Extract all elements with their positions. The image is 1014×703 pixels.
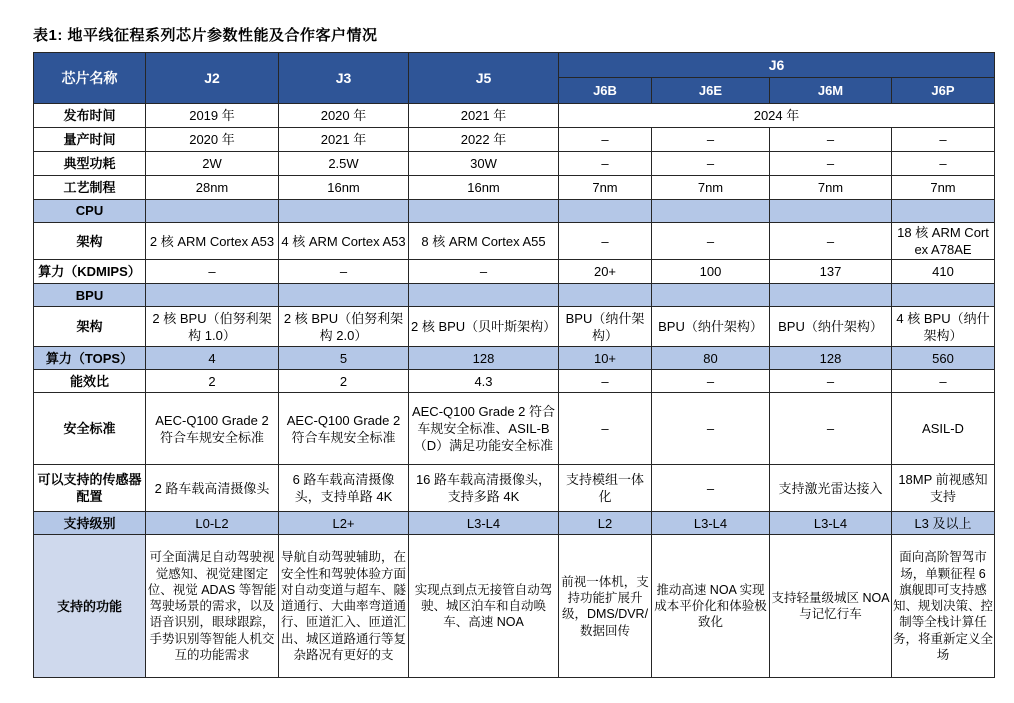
table-row <box>34 465 995 512</box>
column-header-J6E: J6E <box>652 78 770 104</box>
table-cell <box>559 284 652 307</box>
table-cell: 10+ <box>559 347 652 370</box>
table-cell <box>652 284 770 307</box>
table-cell: 2 核 ARM Cortex A53 <box>146 223 279 260</box>
table-cell <box>652 200 770 223</box>
table-cell: – <box>770 393 892 465</box>
table-cell: – <box>559 393 652 465</box>
row-label: 工艺制程 <box>34 176 146 200</box>
table-cell: 30W <box>409 152 559 176</box>
table-cell: 6 路车载高清摄像头，支持单路 4K <box>279 465 409 512</box>
table-cell: 2019 年 <box>146 104 279 128</box>
table-cell: 28nm <box>146 176 279 200</box>
table-cell: – <box>409 260 559 284</box>
table-row <box>34 393 995 465</box>
table-cell <box>409 200 559 223</box>
row-label: 算力（KDMIPS） <box>34 260 146 284</box>
column-header-chip-name: 芯片名称 <box>34 53 146 104</box>
table-row <box>34 535 995 678</box>
table-cell: 16nm <box>409 176 559 200</box>
table-cell: – <box>652 223 770 260</box>
column-header-J5: J5 <box>409 53 559 104</box>
table-cell: 2 核 BPU（伯努利架构 2.0） <box>279 307 409 347</box>
table-cell: – <box>279 260 409 284</box>
table-cell: – <box>652 465 770 512</box>
table-cell: 4 核 ARM Cortex A53 <box>279 223 409 260</box>
row-label: 典型功耗 <box>34 152 146 176</box>
table-cell: – <box>770 128 892 152</box>
table-cell: 2020 年 <box>279 104 409 128</box>
table-cell <box>409 284 559 307</box>
table-cell: 推动高速 NOA 实现成本平价化和体验极致化 <box>652 535 770 678</box>
table-cell <box>892 284 995 307</box>
table-cell: – <box>652 393 770 465</box>
table-cell: BPU（纳什架构） <box>559 307 652 347</box>
table-cell: 2 <box>279 370 409 393</box>
table-row <box>34 284 995 307</box>
table-cell: – <box>559 128 652 152</box>
row-label: 架构 <box>34 307 146 347</box>
table-cell: 2 <box>146 370 279 393</box>
table-cell: 128 <box>770 347 892 370</box>
row-label: 算力（TOPS） <box>34 347 146 370</box>
table-cell: – <box>892 152 995 176</box>
table-cell: – <box>652 370 770 393</box>
table-cell: 4 <box>146 347 279 370</box>
row-label: 安全标准 <box>34 393 146 465</box>
table-cell: BPU（纳什架构） <box>652 307 770 347</box>
table-cell: ASIL-D <box>892 393 995 465</box>
table-row <box>34 307 995 347</box>
table-title: 表1: 地平线征程系列芯片参数性能及合作客户情况 <box>33 27 378 44</box>
table-cell <box>146 284 279 307</box>
table-cell: – <box>770 152 892 176</box>
row-label: 能效比 <box>34 370 146 393</box>
column-header-J6P: J6P <box>892 78 995 104</box>
table-cell: 560 <box>892 347 995 370</box>
column-header-J3: J3 <box>279 53 409 104</box>
table-row <box>34 347 995 370</box>
table-cell: – <box>892 128 995 152</box>
table-cell: 8 核 ARM Cortex A55 <box>409 223 559 260</box>
table-cell: 2024 年 <box>559 104 995 128</box>
table-cell: L3-L4 <box>770 512 892 535</box>
table-cell: 2 核 BPU（伯努利架构 1.0） <box>146 307 279 347</box>
row-label: BPU <box>34 284 146 307</box>
table-cell: 100 <box>652 260 770 284</box>
table-cell <box>279 200 409 223</box>
table-cell: – <box>652 128 770 152</box>
table-cell <box>892 200 995 223</box>
table-cell: L2+ <box>279 512 409 535</box>
table-cell: 2 路车载高清摄像头 <box>146 465 279 512</box>
column-header-J6M: J6M <box>770 78 892 104</box>
table-cell: 16 路车载高清摄像头，支持多路 4K <box>409 465 559 512</box>
table-cell: 18 核 ARM Cortex A78AE <box>892 223 995 260</box>
table-row <box>34 370 995 393</box>
table-row <box>34 512 995 535</box>
table-cell <box>770 200 892 223</box>
table-cell: – <box>892 370 995 393</box>
table-cell: 2 核 BPU（贝叶斯架构） <box>409 307 559 347</box>
table-cell: 支持模组一体化 <box>559 465 652 512</box>
table-row <box>34 104 995 128</box>
table-cell: – <box>652 152 770 176</box>
table-cell: 128 <box>409 347 559 370</box>
table-cell: 7nm <box>892 176 995 200</box>
table-cell: AEC-Q100 Grade 2 符合车规安全标准 <box>279 393 409 465</box>
table-cell: 导航自动驾驶辅助，在安全性和驾驶体验方面对自动变道与超车、隧道通行、大曲率弯道通行、匝道汇入、匝道汇出、城区道路通行等复杂路况有更好的支 <box>279 535 409 678</box>
row-label: 支持的功能 <box>34 535 146 678</box>
table-row <box>34 152 995 176</box>
table-row <box>34 223 995 260</box>
table-cell: – <box>770 223 892 260</box>
table-cell: 可全面满足自动驾驶视觉感知、视觉建图定位、视觉 ADAS 等智能驾驶场景的需求，以及语音识别，眼球跟踪，手势识别等智能人机交互的功能需求 <box>146 535 279 678</box>
table-cell: 7nm <box>770 176 892 200</box>
table-cell: L0-L2 <box>146 512 279 535</box>
table-cell: 2.5W <box>279 152 409 176</box>
table-cell: 5 <box>279 347 409 370</box>
table-cell: L3-L4 <box>652 512 770 535</box>
table-cell: AEC-Q100 Grade 2 符合车规安全标准 <box>146 393 279 465</box>
table-cell: L3 及以上 <box>892 512 995 535</box>
table-cell <box>559 200 652 223</box>
table-cell: BPU（纳什架构） <box>770 307 892 347</box>
table-cell: – <box>559 370 652 393</box>
table-cell: L3-L4 <box>409 512 559 535</box>
table-cell: 2020 年 <box>146 128 279 152</box>
table-cell: 137 <box>770 260 892 284</box>
table-cell: 2021 年 <box>409 104 559 128</box>
table-cell: 410 <box>892 260 995 284</box>
table-cell: 支持激光雷达接入 <box>770 465 892 512</box>
row-label: 发布时间 <box>34 104 146 128</box>
table-cell: AEC-Q100 Grade 2 符合车规安全标准、ASIL-B（D）满足功能安全标准 <box>409 393 559 465</box>
row-label: 可以支持的传感器配置 <box>34 465 146 512</box>
table-cell: L2 <box>559 512 652 535</box>
table-cell <box>770 284 892 307</box>
table-cell: – <box>559 223 652 260</box>
row-label: 支持级别 <box>34 512 146 535</box>
table-cell: 18MP 前视感知支持 <box>892 465 995 512</box>
table-cell: 4.3 <box>409 370 559 393</box>
table-cell: 7nm <box>652 176 770 200</box>
column-header-J6B: J6B <box>559 78 652 104</box>
table-cell: 2W <box>146 152 279 176</box>
table-row <box>34 200 995 223</box>
row-label: 量产时间 <box>34 128 146 152</box>
table-cell: 20+ <box>559 260 652 284</box>
row-label: CPU <box>34 200 146 223</box>
table-cell: 2022 年 <box>409 128 559 152</box>
table-cell: 面向高阶智驾市场，单颗征程 6 旗舰即可支持感知、规划决策、控制等全栈计算任务，将重新定义全场 <box>892 535 995 678</box>
table-cell: – <box>770 370 892 393</box>
table-cell <box>146 200 279 223</box>
table-cell: – <box>559 152 652 176</box>
table-row <box>34 260 995 284</box>
table-cell: – <box>146 260 279 284</box>
table-row <box>34 128 995 152</box>
table-cell: 7nm <box>559 176 652 200</box>
table-cell: 2021 年 <box>279 128 409 152</box>
row-label: 架构 <box>34 223 146 260</box>
table-cell: 16nm <box>279 176 409 200</box>
table-row <box>34 176 995 200</box>
column-header-J6: J6 <box>559 53 995 78</box>
table-cell: 80 <box>652 347 770 370</box>
table-cell: 实现点到点无接管自动驾驶、城区泊车和自动唤车、高速 NOA <box>409 535 559 678</box>
column-header-J2: J2 <box>146 53 279 104</box>
table-cell: 支持轻量级城区 NOA 与记忆行车 <box>770 535 892 678</box>
chip-parameters-table <box>33 52 995 678</box>
table-cell: 前视一体机，支持功能扩展升级，DMS/DVR/数据回传 <box>559 535 652 678</box>
table-cell: 4 核 BPU（纳什架构） <box>892 307 995 347</box>
table-cell <box>279 284 409 307</box>
